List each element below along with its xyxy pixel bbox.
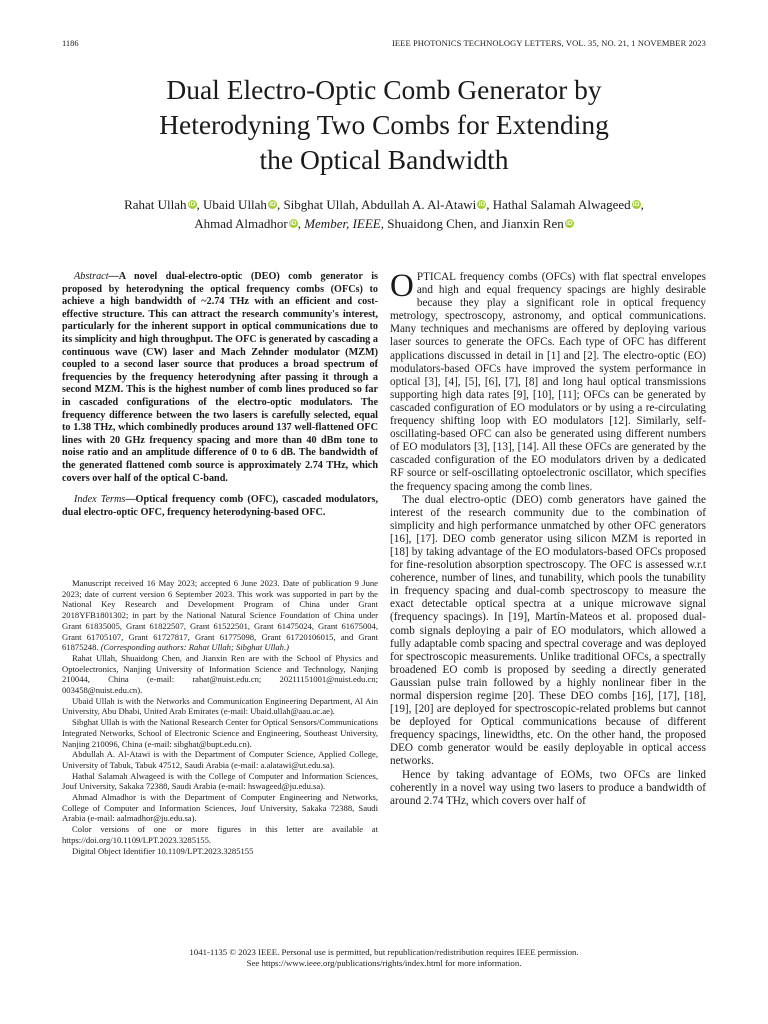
- author-name: Sibghat Ullah, Abdullah A. Al-Atawi: [283, 197, 477, 212]
- author-name: Ubaid Ullah: [203, 197, 267, 212]
- title-line-3: the Optical Bandwidth: [259, 144, 509, 175]
- orcid-icon[interactable]: iD: [632, 201, 640, 208]
- affiliation-note: Rahat Ullah, Shuaidong Chen, and Jianxin Ren are with the School of Physics and Optoelectronics, Nanjing University of Information Science and Technology, Nanjing 210044, China (e-mail: rahat@nuist.edu.cn; 20211151001@nuist.edu.cn; 003458@nuist.edu.cn).: [62, 652, 378, 696]
- paragraph-text: PTICAL frequency combs (OFCs) with flat spectral envelopes and high and equal frequency spacings are highly desirable because they play a significant role in optical frequency metrology, spectroscopy, astronomy, and optical communications. Many techniques and mechanisms are offered by deploying various laser sources to generate the OFCs. Each type of OFC has different applications discussed in detail in [1] and [2]. The electro-optic (EO) modulators-based OFCs have improved the system performance in optical [3], [4], [5], [6], [7], [8] and long haul optical transmissions supporting high data rates [9], [10], [11]; OFCs can be generated by cascaded configuration of EO modulators or by using a re-circulating frequency shifting loop with EO modulators [12]. Similarly, self-oscillating-based OFC can also be generated using different numbers of EO modulators [3], [13], [14]. All these OFCs are generated by the cascaded configuration of the EO modulators driven by a dedicated RF source or self-oscillating optoelectronic oscillator, which specifies the frequency spacing among the comb lines.: [390, 271, 706, 493]
- journal-name: IEEE PHOTONICS TECHNOLOGY LETTERS, VOL. 35, NO. 21, 1 NOVEMBER 2023: [391, 38, 706, 48]
- color-figures-note: Color versions of one or more figures in this letter are available at https://doi.org/10.1109/LPT.2023.3285155.: [62, 824, 378, 845]
- affiliation-note: Hathal Salamah Alwageed is with the College of Computer and Information Sciences, Jouf University, Sakaka 72388, Saudi Arabia (e-mail: hswageed@ju.edu.sa).: [62, 770, 378, 792]
- intro-paragraph: Hence by taking advantage of EOMs, two OFCs are linked coherently in a novel way using two lasers to produce a bandwidth of around 2.74 THz, which covers over half of: [390, 768, 706, 807]
- author-name: Hathal Salamah Alwageed: [492, 197, 631, 212]
- footnotes: [62, 578, 378, 856]
- paper-title: [80, 72, 688, 177]
- copyright-line: 1041-1135 © 2023 IEEE. Personal use is permitted, but republication/redistribution requires IEEE permission.: [189, 947, 579, 957]
- running-header: [62, 38, 706, 50]
- title-line-2: Heterodyning Two Combs for Extending: [159, 109, 609, 140]
- index-terms-text: Optical frequency comb (OFC), cascaded modulators, dual electro-optic OFC, frequency heterodyning-based OFC.: [62, 494, 378, 518]
- intro-paragraph: [390, 268, 706, 494]
- manuscript-note: [62, 578, 378, 653]
- orcid-icon[interactable]: iD: [289, 220, 297, 227]
- intro-paragraph: The dual electro-optic (DEO) comb generators have gained the interest of the research community due to the combination of simplicity and high performance unmatched by other OFC generators [16], [17]. DEO comb generator using silicon MZM is reported in [18] by taking advantage of the EO modulators-based OFCs proposed for fine-resolution absorption spectroscopy. The OFC is assessed w.r.t coherence, number of lines, and tunability, which pools the tunability in frequency spacing and dual-comb spectroscopy to measure the exact detectable optical spectra at a unique microwave signal (frequency spacings). In [19], Martín-Mateos et al. proposed dual-comb signals deploying a pair of EO modulators, which allowed a fully adaptable comb spacing and spectral coverage and was deployed for spectroscopic measurements. Unlike traditional OFCs, a spectrally broadened EO comb is proposed by seeding a directly generated Gaussian pulse train followed by a highly nonlinear fiber in the normal dispersion regime [20]. These DEO combs [16], [17], [18], [19], [20] are deployed for spectroscopic-related problems but cannot be deployed for Optical communications because of different frequency spacings, linewidths, etc. On the other hand, the proposed DEO comb generator would be easily deployable in optical access networks.: [390, 493, 706, 768]
- affiliation-note: Abdullah A. Al-Atawi is with the Department of Computer Science, Applied College, University of Tabuk, Tabuk 47512, Saudi Arabia (e-mail: a.alatawi@ut.edu.sa).: [62, 749, 378, 770]
- affiliation-note: Ahmad Almadhor is with the Department of Computer Engineering and Networks, College of Computer and Information Sciences, Jouf University, Sakaka 72388, Saudi Arabia (e-mail: aalmadhor@ju.edu.sa).: [62, 792, 378, 824]
- orcid-icon[interactable]: iD: [478, 201, 486, 208]
- left-column: [62, 271, 378, 519]
- orcid-icon[interactable]: iD: [188, 201, 196, 208]
- author-name: Rahat Ullah: [124, 197, 187, 212]
- orcid-icon[interactable]: iD: [566, 220, 573, 227]
- index-terms: Index Terms—Optical frequency comb (OFC), cascaded modulators, dual electro-optic OFC, frequency heterodyning-based OFC.: [62, 494, 378, 518]
- abstract: Abstract—A novel dual-electro-optic (DEO) comb generator is proposed by heterodyning the optical frequency combs (OFCs) to achieve a high bandwidth of ~2.74 THz with an efficient and cost-effective structure. This can attract the research community's interest, particularly for the inherent support in optical communications due to its simplicity and high throughput. The OFC is generated by cascading a continuous wave (CW) laser and Mach Zehnder modulator (MZM) coupled to a second laser source that produces a broad spectrum of frequencies by the frequency heterodyning after passing it through a second MZM. This is the highest number of comb lines produced so far in cascaded configurations of the electro-optic modulators. The frequency difference between the two lasers is carefully selected, equal to 1.38 THz, which combinedly produces around 137 well-flattened OFC lines with 20 GHz frequency spacing and more than 40 dBm tone to noise ratio and an amplitude difference of 0 to 6 dB. The bandwidth of the generated flattened comb source is approximately 2.74 THz, which covers over half of the optical C-band.: [62, 271, 378, 484]
- author-list: Rahat Ullah iD, Ubaid Ullah iD, Sibghat Ullah, Abdullah A. Al-Atawi iD, Hathal Salamah Alwageed iD, Ahmad Almadhor iD, Member, IEEE, Shuaidong Chen, and Jianxin Ren iD: [124, 197, 644, 231]
- orcid-icon[interactable]: iD: [269, 201, 276, 208]
- note-text: Manuscript received 16 May 2023; accepted 6 June 2023. Date of publication 9 June 2023; date of current version 6 September 2023. This work was supported in part by the National Key Research and Development Program of China under Grant 2018YFB1801302; in part by the National Natural Science Foundation of China under Grant 61835005, Grant 61822507, Grant 61522501, Grant 61475024, Grant 61675004, Grant 61705107, Grant 61727817, Grant 61775098, Grant 61720106015, and Grant 61875248.: [62, 578, 378, 653]
- abstract-label: Abstract: [74, 271, 109, 282]
- affiliation-note: Sibghat Ullah is with the National Research Center for Optical Sensors/Communications Integrated Networks, School of Electronic Science and Engineering, Southeast University, Nanjing 210096, China (e-mail: sibghat@bupt.edu.cn).: [62, 717, 378, 749]
- right-column: [390, 268, 706, 808]
- title-line-1: Dual Electro-Optic Comb Generator by: [166, 74, 602, 105]
- copyright-footer: [62, 947, 706, 969]
- author-name: Ahmad Almadhor: [194, 216, 288, 231]
- affiliation-note: Ubaid Ullah is with the Networks and Communication Engineering Department, Al Ain University, Abu Dhabi, United Arab Emirates (e-mail: Ubaid.ullah@aau.ac.ae).: [62, 695, 378, 717]
- doi-note: Digital Object Identifier 10.1109/LPT.2023.3285155: [72, 845, 254, 856]
- corresponding-authors: (Corresponding authors: Rahat Ullah; Sibghat Ullah.): [100, 642, 289, 653]
- abstract-text: A novel dual-electro-optic (DEO) comb generator is proposed by heterodyning the optical frequency combs (OFCs) to achieve a high bandwidth of ~2.74 THz with an efficient and cost-effective structure. This can attract the research community's interest, particularly for the inherent support in optical communications due to its simplicity and high throughput. The OFC is generated by cascading a continuous wave (CW) laser and Mach Zehnder modulator (MZM) coupled to a second laser source that produces a broad spectrum of frequencies by the frequency heterodyning after passing it through a second MZM. This is the highest number of comb lines produced so far in cascaded configurations of the electro-optic modulators. The frequency difference between the two lasers is carefully selected, equal to 1.38 THz, which combinedly produces around 137 well-flattened OFC lines with 20 GHz frequency spacing and more than 40 dBm tone to noise ratio and an amplitude difference of 0 to 6 dB. The bandwidth of the generated flattened comb source is approximately 2.74 THz, which covers over half of the optical C-band.: [62, 271, 378, 484]
- rights-line: See https://www.ieee.org/publications/rights/index.html for more information.: [246, 958, 522, 968]
- member-designation: Member, IEEE: [304, 216, 381, 231]
- author-name: Shuaidong Chen, and Jianxin Ren: [387, 216, 564, 231]
- index-terms-label: Index Terms: [74, 494, 126, 506]
- drop-cap: O: [390, 268, 414, 304]
- page-number: 1186: [62, 38, 79, 48]
